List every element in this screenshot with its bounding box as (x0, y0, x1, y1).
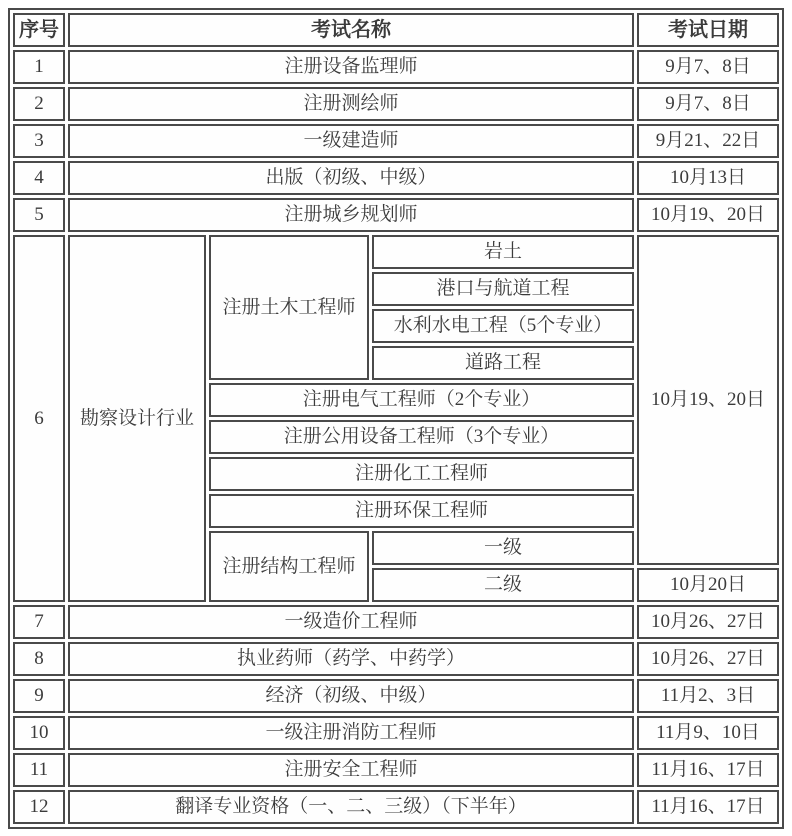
table-row (13, 198, 779, 232)
exam-schedule-table (8, 8, 784, 829)
exam-name-cell: 经济（初级、中级） (68, 679, 634, 713)
exam-name-cell: 一级注册消防工程师 (68, 716, 634, 750)
exam-name-cell: 执业药师（药学、中药学） (68, 642, 634, 676)
exam-date-cell: 10月13日 (637, 161, 779, 195)
table-row (13, 753, 779, 787)
specialty-cell: 道路工程 (372, 346, 634, 380)
exam-date-cell: 10月19、20日 (637, 235, 779, 565)
table-row (13, 605, 779, 639)
group-row (13, 235, 779, 269)
exam-name-cell: 出版（初级、中级） (68, 161, 634, 195)
specialty-cell: 水利水电工程（5个专业） (372, 309, 634, 343)
category-cell-civil: 注册土木工程师 (209, 235, 369, 380)
exam-date-cell: 11月16、17日 (637, 753, 779, 787)
exam-date-cell: 11月9、10日 (637, 716, 779, 750)
exam-name-cell: 一级建造师 (68, 124, 634, 158)
exam-name-cell: 注册设备监理师 (68, 50, 634, 84)
table-row (13, 50, 779, 84)
category-cell-structural: 注册结构工程师 (209, 531, 369, 602)
table-row (13, 124, 779, 158)
seq-cell: 3 (13, 124, 65, 158)
exam-date-cell: 9月7、8日 (637, 87, 779, 121)
seq-cell: 8 (13, 642, 65, 676)
level-cell: 二级 (372, 568, 634, 602)
seq-cell: 7 (13, 605, 65, 639)
exam-name-cell: 注册公用设备工程师（3个专业） (209, 420, 634, 454)
seq-cell: 11 (13, 753, 65, 787)
seq-cell: 10 (13, 716, 65, 750)
exam-date-cell: 9月7、8日 (637, 50, 779, 84)
exam-name-cell: 一级造价工程师 (68, 605, 634, 639)
exam-name-cell: 翻译专业资格（一、二、三级）（下半年） (68, 790, 634, 824)
header-seq: 序号 (13, 13, 65, 47)
exam-name-cell: 注册环保工程师 (209, 494, 634, 528)
table-row (13, 642, 779, 676)
specialty-cell: 岩土 (372, 235, 634, 269)
level-cell: 一级 (372, 531, 634, 565)
header-exam-name: 考试名称 (68, 13, 634, 47)
exam-date-cell: 10月19、20日 (637, 198, 779, 232)
seq-cell: 5 (13, 198, 65, 232)
seq-cell: 2 (13, 87, 65, 121)
industry-cell: 勘察设计行业 (68, 235, 206, 602)
header-exam-date: 考试日期 (637, 13, 779, 47)
exam-name-cell: 注册城乡规划师 (68, 198, 634, 232)
table-row (13, 716, 779, 750)
exam-name-cell: 注册电气工程师（2个专业） (209, 383, 634, 417)
exam-name-cell: 注册测绘师 (68, 87, 634, 121)
exam-date-cell: 9月21、22日 (637, 124, 779, 158)
header-row (13, 13, 779, 47)
seq-cell: 6 (13, 235, 65, 602)
table-row (13, 87, 779, 121)
specialty-cell: 港口与航道工程 (372, 272, 634, 306)
exam-name-cell: 注册安全工程师 (68, 753, 634, 787)
table-row (13, 790, 779, 824)
exam-date-cell: 11月2、3日 (637, 679, 779, 713)
exam-date-cell: 10月26、27日 (637, 642, 779, 676)
table-row (13, 161, 779, 195)
exam-name-cell: 注册化工工程师 (209, 457, 634, 491)
exam-date-cell: 10月20日 (637, 568, 779, 602)
seq-cell: 1 (13, 50, 65, 84)
seq-cell: 12 (13, 790, 65, 824)
seq-cell: 9 (13, 679, 65, 713)
seq-cell: 4 (13, 161, 65, 195)
table-row (13, 679, 779, 713)
exam-date-cell: 10月26、27日 (637, 605, 779, 639)
exam-date-cell: 11月16、17日 (637, 790, 779, 824)
